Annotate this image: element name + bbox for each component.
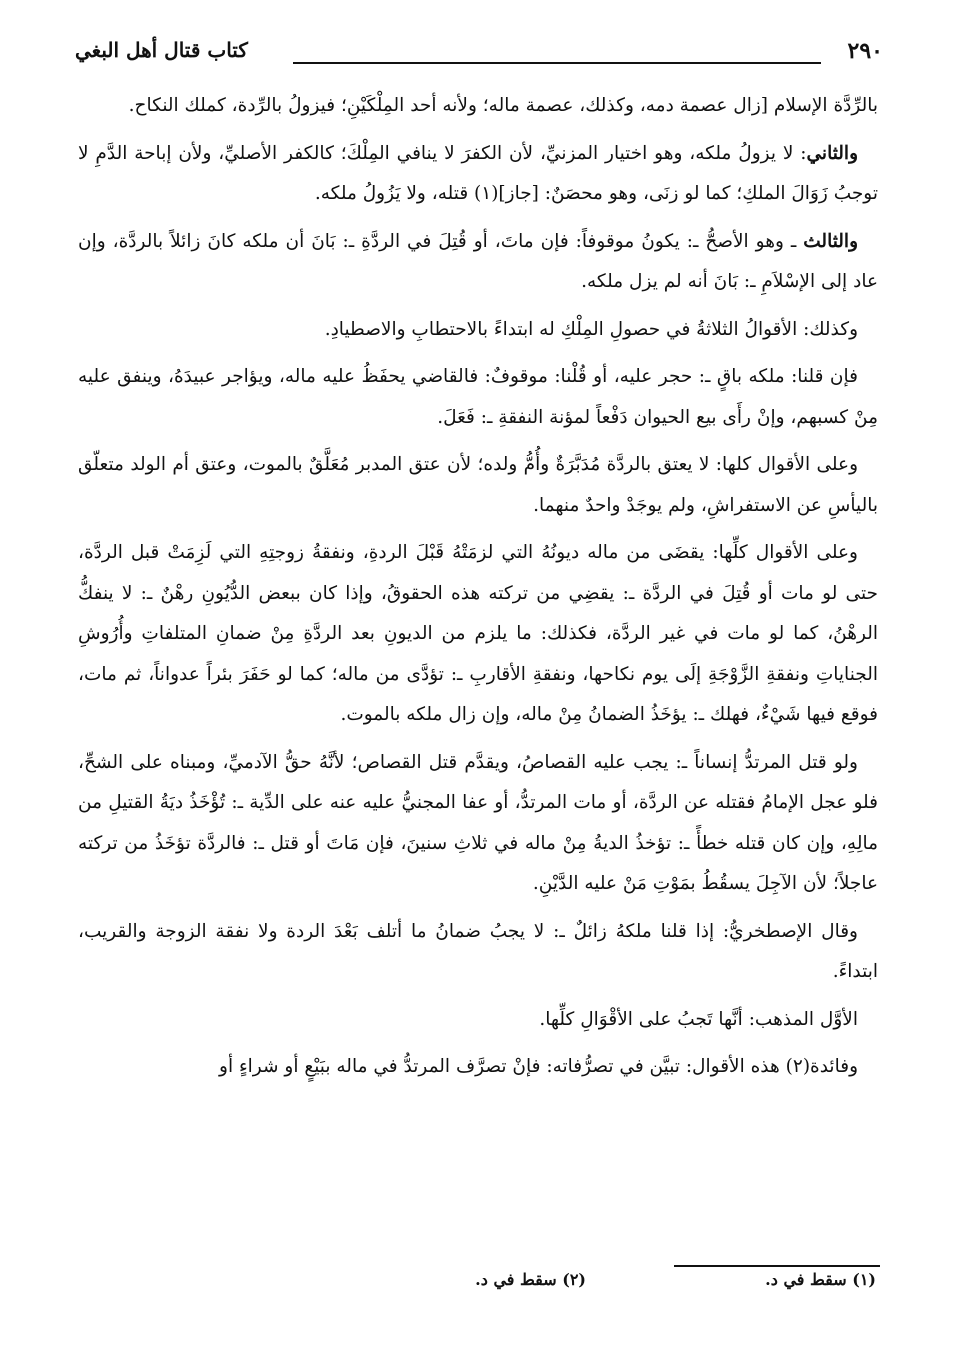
header-rule [293, 62, 821, 64]
paragraph-text: فإن قلنا: ملكه باقٍ ـ: حجر عليه، أو قُلْنا: موقوفٌ: فالقاضي يحفَظُ عليه ماله، ويؤاجر عبيدَهُ، وينفق عليه مِنْ كسبهم، وإنْ رأَى بيع الحيوان دَفْعاً لمؤنة النفقةِ ـ: فَعَلَ. [78, 366, 878, 428]
paragraph-text: وعلى الأقوال كلها: لا يعتق بالردَّة مُدَبَّرَةٌ وأُمُّ ولده؛ لأن عتق المدبر مُعَلَّقٌ بالموت، وعتق أم الولد متعلّق باليأسِ عن الاستفراشِ، ولم يوجَدْ واحدٌ منهما. [78, 454, 878, 516]
paragraph-8 [78, 743, 878, 905]
paragraph-text: وكذلك: الأقوالُ الثلاثةُ في حصولِ المِلْكِ له ابتداءً بالاحتطابِ والاصطيادِ. [324, 318, 858, 340]
page-header [75, 34, 883, 74]
page-number: ٢٩٠ [847, 38, 883, 64]
paragraph-7 [78, 533, 878, 736]
paragraph-text: ـ وهو الأصحُّ ـ: يكونُ موقوفاً: فإن ماتَ، أو قُتِلَ في الردَّةِ ـ: بَانَ أن ملكه كانَ زائلاً بالردَّة، وإن عاد إلى الإسْلاَمِ ـ: بَانَ أنه لم يزل ملكه. [78, 230, 878, 292]
footnote-separator [674, 1265, 880, 1267]
paragraph-lead: والثاني [806, 142, 858, 164]
paragraph-3 [78, 222, 878, 303]
paragraph-5 [78, 357, 878, 438]
paragraph-2 [78, 134, 878, 215]
page-body [78, 86, 878, 1095]
paragraph-text: وعلى الأقوال كلِّها: يقضَى من ماله ديونُهُ التي لزمَتْهُ قَبْلَ الردةِ، ونفقةُ زوجتِهِ التي لَزِمَتْ قبل الردَّة، حتى لو مات أو قُتِلَ في الردَّة ـ: يقضِي من تركته هذه الحقوقُ، وإذا كان ببعض الدُّيُونِ رهْنٌ ـ: لا ينفكُّ الرهْنُ، كما لو مات في غير الردَّة، فكذلك: ما يلزم من الديونِ بعد الردَّةِ مِنْ ضمانِ المتلفاتِ وأُرُوشِ الجناياتِ ونفقةِ الزَّوْجَةِ إلَى يوم نكاحها، ونفقةِ الأقاربِ ـ: تؤدَّى من ماله؛ كما لو حَفَرَ بئراً عدواناً، ثم مات، فوقع فيها شَيْءٌ، فهلك ـ: يؤخَذُ الضمانُ مِنْ ماله، وإن زال ملكه بالموت. [78, 542, 878, 725]
paragraph-4 [78, 310, 878, 351]
paragraph-1 [78, 86, 878, 127]
footnote-1: (١) سقط في د. [765, 1270, 876, 1289]
paragraph-text: : لا يزولُ ملكه، وهو اختيار المزنيِّ، لأن الكفرَ لا ينافي المِلْكَ؛ كالكفر الأصليِّ، ولأن إباحة الدَّمِ لا توجبُ زَوَالَ الملكِ؛ كما لو زنَى، وهو محصَنٌ: [جاز](١) قتله، ولا يَزُولُ ملكه. [78, 142, 878, 204]
running-title: كتاب قتال أهل البغي [75, 38, 248, 62]
paragraph-6 [78, 445, 878, 526]
paragraph-text: الأوَّل المذهب: أنَّها تَجبُ على الأقْوَالِ كلِّها. [539, 1008, 858, 1030]
paragraph-10 [78, 1000, 878, 1041]
paragraph-9 [78, 912, 878, 993]
paragraph-text: بالرِّدَّة الإسلام [زال عصمة دمه، وكذلك، عصمة ماله؛ ولأنه أحد المِلْكَيْنِ؛ فيزولُ بالرِّدة، كملك النكاح. [128, 95, 878, 116]
footnote-2: (٢) سقط في د. [475, 1270, 586, 1289]
paragraph-text: ولو قتل المرتدُّ إنساناً ـ: يجب عليه القصاصُ، ويقدَّم قتل القصاص؛ لأنَّهُ حقُّ الآدميِّ، ومبناه على الشحِّ، فلو عجل الإمامُ فقتله عن الردَّة، أو مات المرتدُّ، أو عفا المجنيُّ عليه عنه على الدِّية ـ: تُؤْخَذُ ديَةُ القتيلِ من مالِهِ، وإن كان قتله خطأً ـ: تؤخذُ الديةُ مِنْ ماله في ثلاثِ سنينَ، فإن مَاتَ أو قتل ـ: فالردَّة تؤخَذُ من تركته عاجلاً؛ لأن الآجِلَ يسقُطُ بمَوْتِ مَنْ عليه الدَّيْنِ. [78, 751, 878, 894]
paragraph-text: وقال الإصطخريُّ: إذا قلنا ملكهُ زائلٌ ـ: لا يجبُ ضمانُ ما أتلف بَعْدَ الردة ولا نفقة الزوجة والقريب، ابتداءً. [78, 920, 878, 982]
paragraph-text: وفائدة(٢) هذه الأقوال: تبيَّن في تصرُّفاته: فإنْ تصرَّف المرتدُّ في ماله ببَيْعٍ أو شراءٍ أو [219, 1056, 858, 1077]
paragraph-lead: والثالث [803, 230, 858, 252]
paragraph-11 [78, 1047, 878, 1088]
